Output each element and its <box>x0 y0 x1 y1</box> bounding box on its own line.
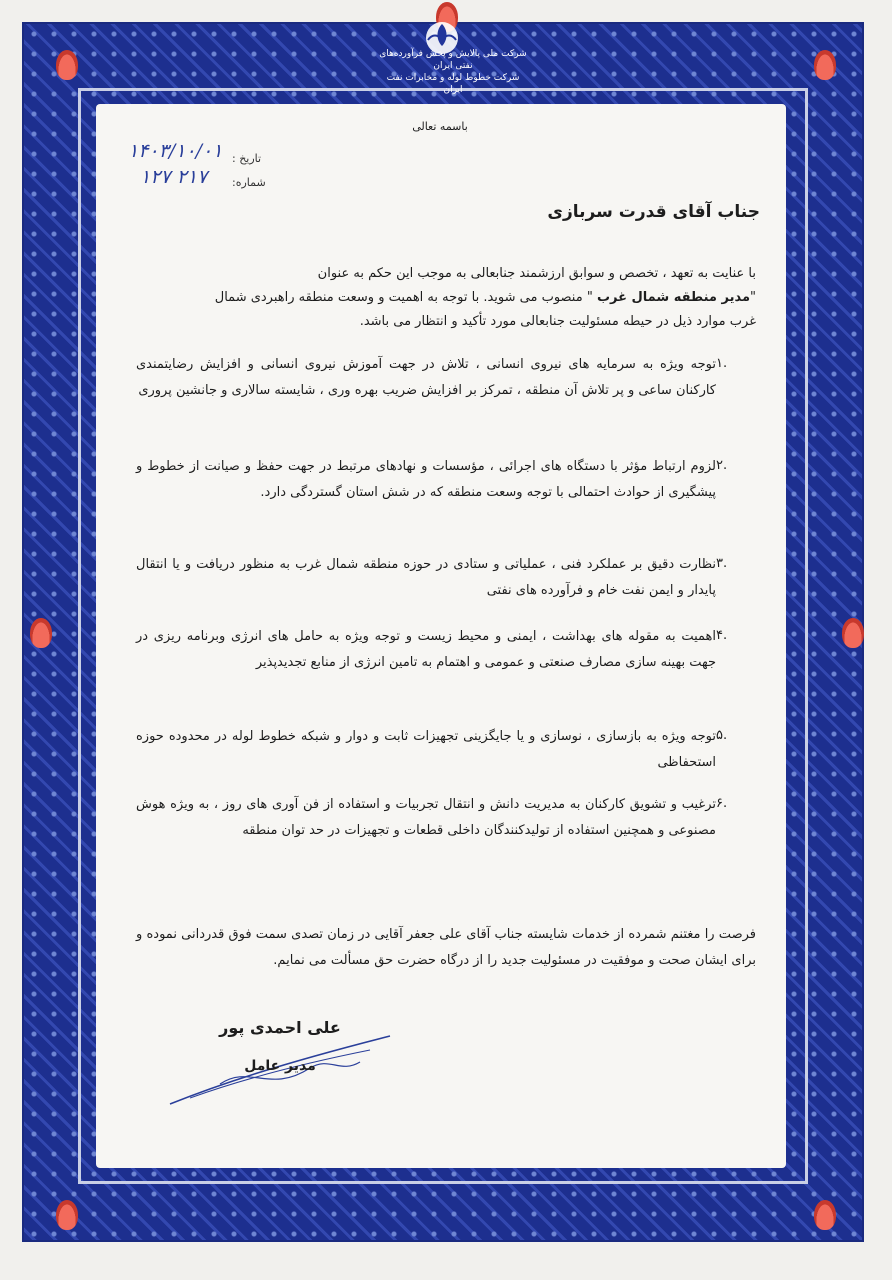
flame-ornament-bottom-left <box>56 1200 78 1230</box>
flame-ornament-top-right <box>814 50 836 80</box>
item-1-number: ۱. <box>716 356 728 371</box>
signer-title: مدیر عامل <box>244 1058 316 1074</box>
number-value: ۱۲۷ ۲۱۷ <box>140 166 208 188</box>
date-label: تاریخ : <box>232 152 262 165</box>
item-6-text: ترغیب و تشویق کارکنان به مدیریت دانش و انتقال تجربیات و استفاده از فن آوری های روز ، به ویژه هوش مصنوعی و همچنین استفاده از تولیدکنندگان داخلی قطعات و تجهیزات در حد توان منطقه <box>136 797 716 838</box>
bismillah: باسمه تعالی <box>412 120 468 133</box>
item-4-number: ۴. <box>716 628 728 643</box>
org-line-1: شرکت ملی پالایش و پخش فرآورده‌های نفتی ایران <box>379 49 527 71</box>
flame-ornament-mid-right <box>842 618 864 648</box>
item-4-text: اهمیت به مقوله های بهداشت ، ایمنی و محیط زیست و توجه ویژه به حامل های انرژی وبرنامه ریزی در جهت بهینه سازی مصارف صنعتی و عمومی و اهتمام به تامین انرژی از منابع تجدیدپذیر <box>136 629 716 670</box>
intro-line-1: با عنایت به تعهد ، تخصص و سوابق ارزشمند جنابعالی به موجب این حکم به عنوان <box>317 266 756 281</box>
intro-paragraph <box>136 262 756 334</box>
closing-paragraph: فرصت را مغتنم شمرده از خدمات شایسته جناب آقای علی جعفر آقایی در زمان تصدی سمت فوق قدردانی نموده و برای ایشان صحت و موفقیت در مسئولیت جدید را از درگاه حضرت حق مسألت می نمایم. <box>136 927 756 968</box>
item-5-text: توجه ویژه به بازسازی ، نوسازی و یا جایگزینی تجهیزات ثابت و دوار و شبکه خطوط لوله در محدوده حوزه استحفاظی <box>136 729 716 770</box>
item-3-text: نظارت دقیق بر عملکرد فنی ، عملیاتی و ستادی در حوزه منطقه شمال غرب به منظور دریافت و یا انتقال پایدار و ایمن نفت خام و فرآورده های نفتی <box>136 557 716 598</box>
date-value: ۱۴۰۳/۱۰/۰۱ <box>128 140 223 162</box>
item-1-text: توجه ویژه به سرمایه های نیروی انسانی ، تلاش در جهت آموزش نیروی انسانی و افزایش رضایتمندی کارکنان ساعی و پر تلاش آن منطقه ، تمرکز بر افزایش ضریب بهره وری ، شایسته سالاری و جانشین پروری <box>136 357 716 398</box>
intro-line-2-rest: " منصوب می شوید. با توجه به اهمیت و وسعت منطقه راهبردی شمال <box>214 290 597 305</box>
flame-ornament-top-left <box>56 50 78 80</box>
item-6-number: ۶. <box>716 796 728 811</box>
organization-header <box>378 48 528 96</box>
item-2-text: لزوم ارتباط مؤثر با دستگاه های اجرائی ، مؤسسات و نهادهای مرتبط در جهت حفظ و صیانت از خطوط و پیشگیری از حوادث احتمالی با توجه وسعت منطقه که در شش استان گستردگی دارد. <box>136 459 716 500</box>
flame-ornament-bottom-right <box>814 1200 836 1230</box>
flame-ornament-mid-left <box>30 618 52 648</box>
intro-line-3: غرب موارد ذیل در حیطه مسئولیت جنابعالی مورد تأکید و انتظار می باشد. <box>359 314 756 329</box>
signer-name: علی احمدی پور <box>219 1018 341 1037</box>
item-5-number: ۵. <box>716 728 728 743</box>
position-title: مدیر منطقه شمال غرب <box>596 290 751 305</box>
org-line-2: شرکت خطوط لوله و مخابرات نفت ایران <box>386 73 520 95</box>
recipient-title: جناب آقای قدرت سربازی <box>547 202 760 222</box>
quote-open: " <box>750 290 756 305</box>
intro-line-2 <box>136 286 756 310</box>
item-2-number: ۲. <box>716 458 728 473</box>
item-3-number: ۳. <box>716 556 728 571</box>
number-label: شماره: <box>232 176 266 189</box>
